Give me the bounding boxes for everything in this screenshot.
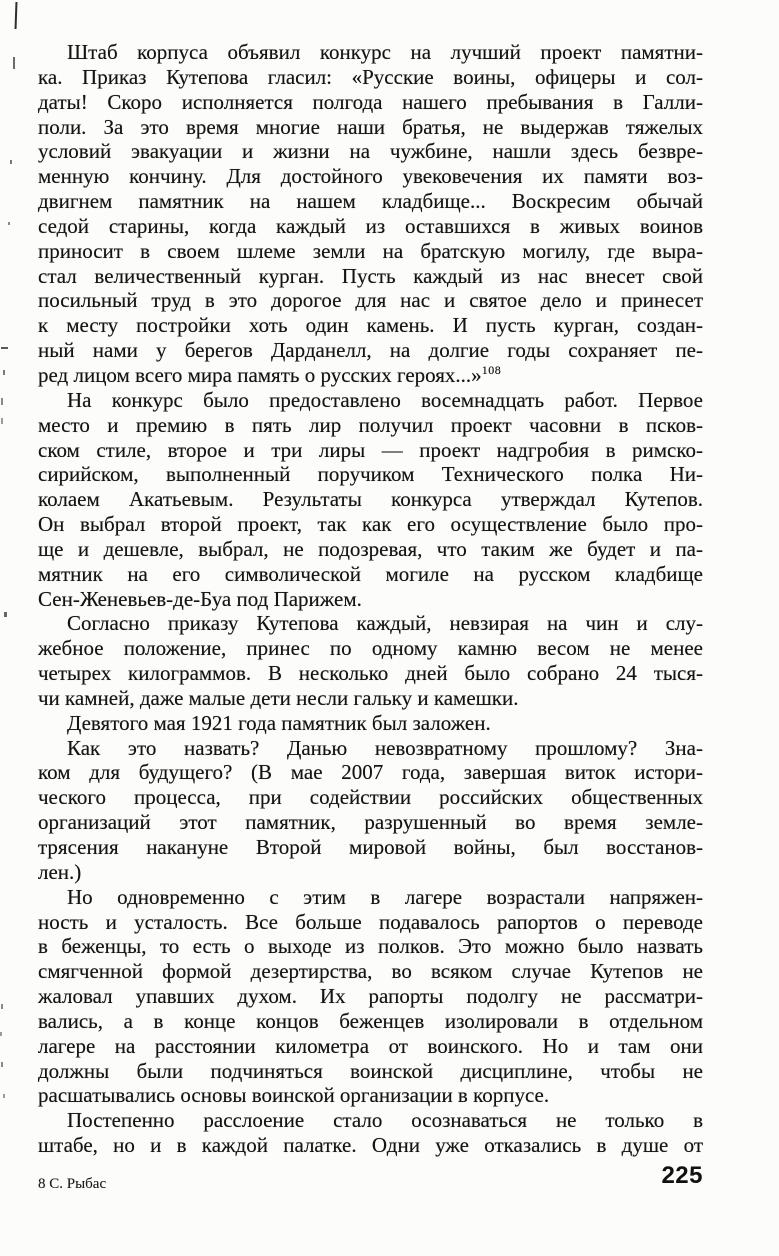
- edition-mark: 8 С. Рыбас: [38, 1176, 107, 1192]
- text-line: жаловал упавших духом. Их рапорты подолгу не рассматри-: [38, 984, 703, 1009]
- scan-artifact: [0, 1032, 2, 1036]
- text-line: расшатывались основы воинской организации в корпусе.: [38, 1083, 550, 1108]
- text-line: стал величественный курган. Пусть каждый из нас внесет свой: [38, 263, 703, 288]
- text-line: Но одновременно с этим в лагере возрастали напряжен-: [67, 884, 703, 909]
- text-line: штабе, но и в каждой палатке. Одни уже отказались в душе от: [38, 1133, 703, 1158]
- text-line: посильный труд в это дорогое для нас и святое дело и принесет: [38, 288, 703, 313]
- text-line: четырех килограммов. В несколько дней было собрано 24 тыся-: [38, 661, 703, 686]
- text-line: вались, а в конце концов беженцев изолировали в отдельном: [38, 1008, 703, 1033]
- text-line: Согласно приказу Кутепова каждый, невзирая на чин и слу-: [67, 611, 703, 636]
- text-line: лен.): [38, 859, 82, 884]
- text-line: ность и усталость. Все больше подавалось рапортов о переводе: [38, 909, 703, 934]
- page-number: 225: [661, 1162, 703, 1189]
- text-line: условий эвакуации и жизни на чужбине, нашли здесь безвре-: [38, 139, 703, 164]
- text-line: ческого процесса, при содействии российских общественных: [38, 785, 703, 810]
- text-line: Штаб корпуса объявил конкурс на лучший проект памятни-: [67, 40, 703, 64]
- text-line: двигнем памятник на нашем кладбище... Воскресим обычай: [38, 189, 703, 214]
- text-line: место и премию в пять лир получил проект часовни в псков-: [38, 412, 703, 437]
- text-line: Он выбрал второй проект, так как его осуществление было про-: [38, 512, 703, 537]
- text-line: Девятого мая 1921 года памятник был заложен.: [67, 710, 491, 735]
- text-line: менную кончину. Для достойного увековечения их памяти воз-: [38, 164, 703, 189]
- scan-artifact: [1, 1062, 3, 1067]
- scan-artifact: [1, 1004, 3, 1009]
- scan-artifact: [1, 347, 8, 349]
- text-line: ще и дешевле, выбрал, не подозревая, что таким же будет и па-: [38, 536, 703, 561]
- text-line: седой старины, когда каждый из оставшихся в живых воинов: [38, 213, 703, 238]
- text-line: жебное положение, принес по одному камню весом не менее: [38, 636, 703, 661]
- text-line: На конкурс было предоставлено восемнадцать работ. Первое: [67, 387, 703, 412]
- paragraph: [38, 711, 703, 736]
- text-line: ком для будущего? (В мае 2007 года, завершая виток истори-: [38, 760, 703, 785]
- text-line: лагере на расстоянии километра от воинского. Но и там они: [38, 1033, 703, 1058]
- text-line: Как это назвать? Данью невозвратному прошлому? Зна-: [67, 735, 703, 760]
- paragraph: [38, 388, 703, 612]
- text-line: приносит в своем шлеме земли на братскую могилу, где выра-: [38, 238, 703, 263]
- text-line: сирийском, выполненный поручиком Технического полка Ни-: [38, 462, 703, 487]
- text-line: ка. Приказ Кутепова гласил: «Русские воины, офицеры и сол-: [38, 64, 703, 89]
- scan-artifact: [13, 57, 15, 69]
- scan-artifact: [3, 1094, 5, 1098]
- footnote-ref: 108: [481, 362, 502, 377]
- text-line: к месту постройки хоть один камень. И пусть курган, создан-: [38, 313, 703, 338]
- paragraph: [38, 885, 703, 1109]
- text-line: ред лицом всего мира память о русских героях...»$^{108}$: [38, 362, 502, 387]
- text-line: Сен-Женевьев-де-Буа под Парижем.: [38, 586, 362, 611]
- text-block: [38, 40, 703, 1158]
- scan-artifact: [10, 160, 12, 164]
- text-line: смягченной формой дезертирства, во всяком случае Кутепов не: [38, 959, 703, 984]
- text-line: организаций этот памятник, разрушенный во время земле-: [38, 810, 703, 835]
- paragraph: [38, 736, 703, 885]
- scan-artifact: [4, 612, 7, 617]
- paragraph: [38, 40, 703, 388]
- text-line: поли. За это время многие наши братья, не выдержав тяжелых: [38, 114, 703, 139]
- text-line: даты! Скоро исполняется полгода нашего пребывания в Галли-: [38, 89, 703, 114]
- scan-artifact: [15, 2, 18, 29]
- text-line: ском стиле, второе и три лиры — проект надгробия в римско-: [38, 437, 703, 462]
- text-line: колаем Акатьевым. Результаты конкурса утверждал Кутепов.: [38, 487, 703, 512]
- scan-artifact: [1, 398, 3, 405]
- scan-artifact: [8, 222, 10, 225]
- text-line: чи камней, даже малые дети несли гальку и камешки.: [38, 685, 519, 710]
- text-line: трясения накануне Второй мировой войны, был восстанов-: [38, 835, 703, 859]
- scan-artifact: [1, 418, 3, 424]
- paragraph: [38, 1108, 703, 1158]
- paragraph: [38, 611, 703, 710]
- text-line: Постепенно расслоение стало осознаваться не только в: [67, 1108, 703, 1133]
- scan-artifact: [3, 370, 5, 375]
- text-line: мятник на его символической могиле на русском кладбище: [38, 561, 703, 586]
- text-line: в беженцы, то есть о выходе из полков. Это можно было назвать: [38, 934, 703, 959]
- text-line: должны были подчиняться воинской дисциплине, чтобы не: [38, 1058, 703, 1083]
- text-line: ный нами у берегов Дарданелл, на долгие годы сохраняет пе-: [38, 338, 703, 363]
